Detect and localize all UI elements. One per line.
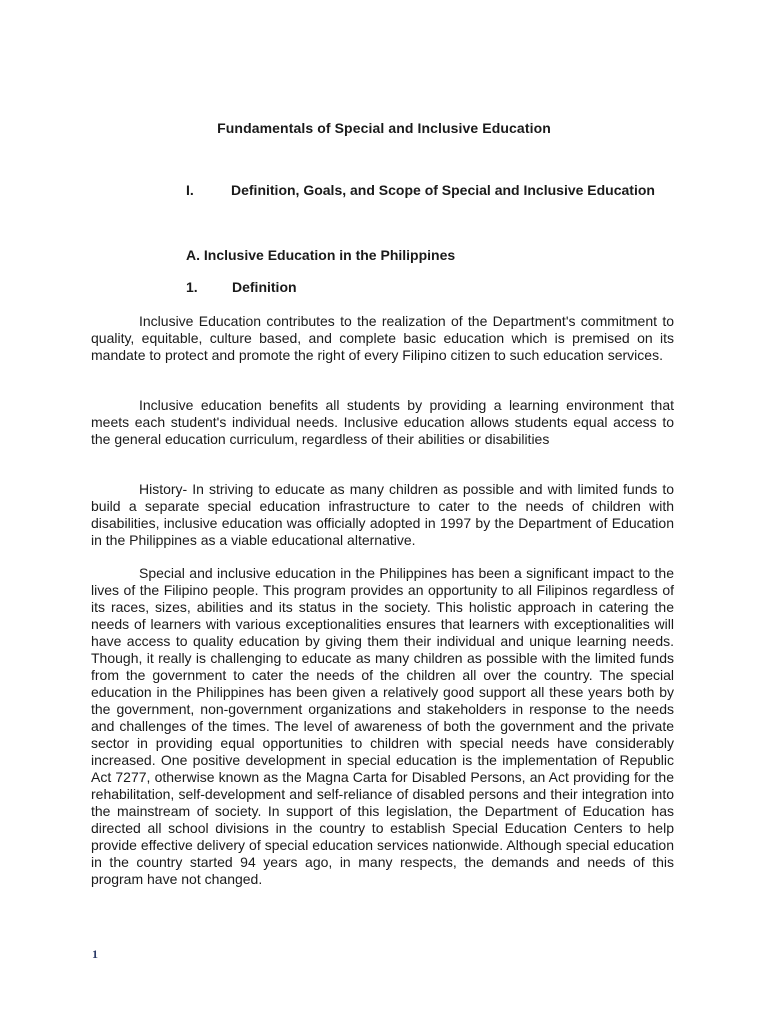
section-heading-text: Definition, Goals, and Scope of Special and Inclusive Education: [231, 182, 655, 198]
paragraph-definition: Inclusive Education contributes to the realization of the Department's commitment to quality, equitable, culture based, and complete basic education which is premised on its mandate to protect and promote the right of every Filipino citizen to such education services.: [91, 313, 674, 363]
item-heading-text: Definition: [232, 279, 297, 295]
paragraph-impact: Special and inclusive education in the Philippines has been a significant impact to the lives of the Filipino people. This program provides an opportunity to all Filipinos regardless of its races, sizes, abilities and its status in the society. This holistic approach in catering the needs of learners with various exceptionalities ensures that learners with exceptionalities will have access to quality education by giving them their individual and unique learning needs. Though, it really is challenging to educate as many children as possible with the limited funds from the government to cater the needs of the children all over the country. The special education in the Philippines has been given a relatively good support all these years both by the government, non-government organizations and stakeholders in response to the needs and challenges of the times. The level of awareness of both the government and the private sector in providing equal opportunities to children with special needs have considerably increased. One positive development in special education is the implementation of Republic Act 7277, otherwise known as the Magna Carta for Disabled Persons, an Act providing for the rehabilitation, self-development and self-reliance of disabled persons and their integration into the mainstream of society. In support of this legislation, the Department of Education has directed all school divisions in the country to establish Special Education Centers to help provide effective delivery of special education services nationwide. Although special education in the country started 94 years ago, in many respects, the demands and needs of this program have not changed.: [91, 565, 674, 887]
section-heading: [138, 182, 674, 199]
paragraph-history: History- In striving to educate as many children as possible and with limited funds to build a separate special education infrastructure to cater to the needs of children with disabilities, inclusive education was officially adopted in 1997 by the Department of Education in the Philippines as a viable educational alternative.: [91, 481, 674, 548]
paragraph-benefits: Inclusive education benefits all students by providing a learning environment that meets each student's individual needs. Inclusive education allows students equal access to the general education curriculum, regardless of their abilities or disabilities: [91, 397, 674, 447]
subsection-heading: A. Inclusive Education in the Philippines: [186, 247, 456, 263]
page-number: 1: [92, 947, 98, 961]
item-heading: [186, 279, 297, 295]
item-number: 1.: [186, 279, 198, 295]
section-number: I.: [186, 182, 194, 198]
document-title: Fundamentals of Special and Inclusive Education: [217, 120, 551, 136]
